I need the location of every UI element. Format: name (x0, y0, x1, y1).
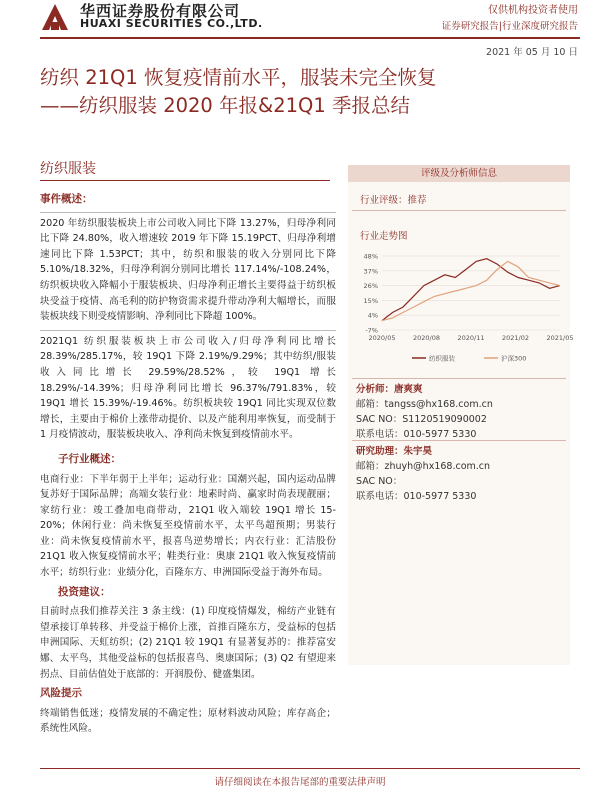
y-tick-label: 48% (363, 252, 378, 261)
section-divider (40, 180, 330, 181)
sidebar-divider (352, 440, 566, 441)
analyst-2-phone: 联系电话：010-5977 5330 (356, 491, 477, 502)
event-paragraph-1: 2020 年纺织服装板块上市公司收入同比下降 13.27%，归母净利同比下降 24.80%，收入增速较 2019 年下降 15.19PCT、归母净利增速同比下降 1.53PCT；其中，纺织和服装的收入分别同比下降 5.10%/18.32%，归母净利润分别同比增长 117.14%/-108.24%，纺织板块收入降幅小于服装板块、归母净利正增长主要得益于纺织板块受益于疫情、高毛利的防护物资需求提升带动净利大幅增长，而服装板块线下则受疫情影响、净利同比下降超 100%。 (40, 217, 336, 323)
main-content (40, 188, 336, 740)
industry-rating: 行业评级：推荐 (360, 195, 427, 206)
title-line-2: ——纺织服装 2020 年报&21Q1 季报总结 (40, 94, 410, 117)
event-paragraph-2: 2021Q1 纺织服装板块上市公司收入/归母净利同比增长 28.39%/285.17%，较 19Q1 下降 2.19%/9.29%；其中纺织/服装收入同比增长 29.59%/28.52%，较 19Q1 增长 18.29%/-14.39%；归母净利同比增长 96.37%/791.83%，较 19Q1 增长 15.39%/-19.46%。纺织板块较 19Q1 同比实现双位数增长，主要由于棉价上涨带动提价、以及产能利用率恢复，而受制于 1 月疫情波动，服装板块收入、净利尚未恢复到疫情前水平。 (40, 335, 336, 441)
event-block (40, 212, 336, 330)
series-line-2 (382, 261, 560, 320)
footer-divider (40, 768, 580, 769)
sidebar-heading: 评级及分析师信息 (348, 165, 570, 182)
analyst-1-name: 分析师：唐爽爽 (356, 384, 423, 395)
sidebar-divider (352, 378, 566, 379)
event-block-2 (40, 330, 336, 448)
title-line-1: 纺织 21Q1 恢复疫情前水平，服装未完全恢复 (40, 66, 437, 89)
sidebar-divider (352, 210, 566, 211)
analyst-1-email[interactable]: 邮箱：tangss@hx168.com.cn (356, 399, 493, 410)
legend-label: 纺织服装 (429, 354, 455, 363)
legend-label: 沪深300 (501, 354, 527, 363)
y-tick-label: -7% (365, 326, 378, 335)
event-heading: 事件概述： (40, 193, 93, 205)
x-tick-label: 2020/05 (368, 334, 396, 342)
y-tick-label: 4% (367, 311, 378, 320)
report-date: 2021 年 05 月 10 日 (486, 47, 578, 58)
risk-paragraph: 终端销售低迷；疫情发展的不确定性；原材料波动风险；库存高企；系统性风险。 (40, 707, 336, 735)
header-divider (40, 37, 580, 39)
y-tick-label: 37% (363, 267, 378, 276)
investment-paragraph: 目前时点我们推荐关注 3 条主线：(1) 印度疫情爆发，棉纺产业链有望承接订单转移、并受益于棉价上涨，首推百隆东方，受益标的包括申洲国际、天虹纺织；(2) 21Q1 较 19Q1 有显著复苏的：推荐富安娜、太平鸟，其他受益标的包括报喜鸟、奥康国际；(3) Q2 有望迎来拐点、目前估值处于底部的：开润股份、健盛集团。 (40, 606, 336, 680)
section-heading: 纺织服装 (40, 161, 96, 177)
x-tick-label: 2020/08 (412, 334, 441, 342)
x-tick-label: 2021/02 (501, 334, 530, 342)
analyst-2-name: 研究助理：朱宇昊 (356, 446, 433, 457)
sub-industry-paragraph: 电商行业：下半年弱于上半年；运动行业：国潮兴起，国内运动品牌复苏好于国际品牌；高端女装行业：地素时尚、赢家时尚表现靓丽；家纺行业：竣工叠加电商带动，21Q1 收入端较 19Q1 增长 15-20%；休闲行业：尚未恢复至疫情前水平，太平鸟超预期；男装行业：尚未恢复疫情前水平，报喜鸟逆势增长；内衣行业：汇洁股份 21Q1 收入恢复疫情前水平；鞋类行业：奥康 21Q1 收入恢复疫情前水平；纺织行业：业绩分化，百隆东方、申洲国际受益于海外布局。 (40, 473, 336, 579)
x-tick-label: 2020/11 (457, 334, 485, 342)
x-tick-label: 2021/05 (546, 334, 574, 342)
company-name-cn: 华西证券股份有限公司 (80, 2, 241, 20)
audience-tag: 仅供机构投资者使用 (488, 5, 578, 16)
analyst-2-email[interactable]: 邮箱：zhuyh@hx168.com.cn (356, 461, 491, 472)
analyst-2-sac: SAC NO： (356, 476, 403, 487)
trend-chart-label: 行业走势图 (360, 231, 408, 242)
sub-industry-heading: 子行业概述： (58, 452, 121, 465)
report-title (40, 64, 580, 120)
investment-heading: 投资建议： (58, 585, 111, 598)
analyst-1-phone: 联系电话：010-5977 5330 (356, 429, 477, 440)
industry-trend-chart (352, 248, 574, 372)
company-logo (40, 2, 70, 32)
analyst-1-sac: SAC NO：S1120519090002 (356, 414, 487, 425)
y-tick-label: 26% (363, 282, 378, 291)
risk-heading: 风险提示 (40, 687, 82, 700)
y-tick-label: 15% (363, 296, 378, 305)
company-name-en: HUAXI SECURITIES CO.,LTD. (80, 17, 263, 30)
legal-notice: 请仔细阅读在本报告尾部的重要法律声明 (214, 777, 386, 788)
series-line-1 (382, 259, 560, 321)
report-type-tag: 证券研究报告|行业深度研究报告 (441, 21, 578, 32)
